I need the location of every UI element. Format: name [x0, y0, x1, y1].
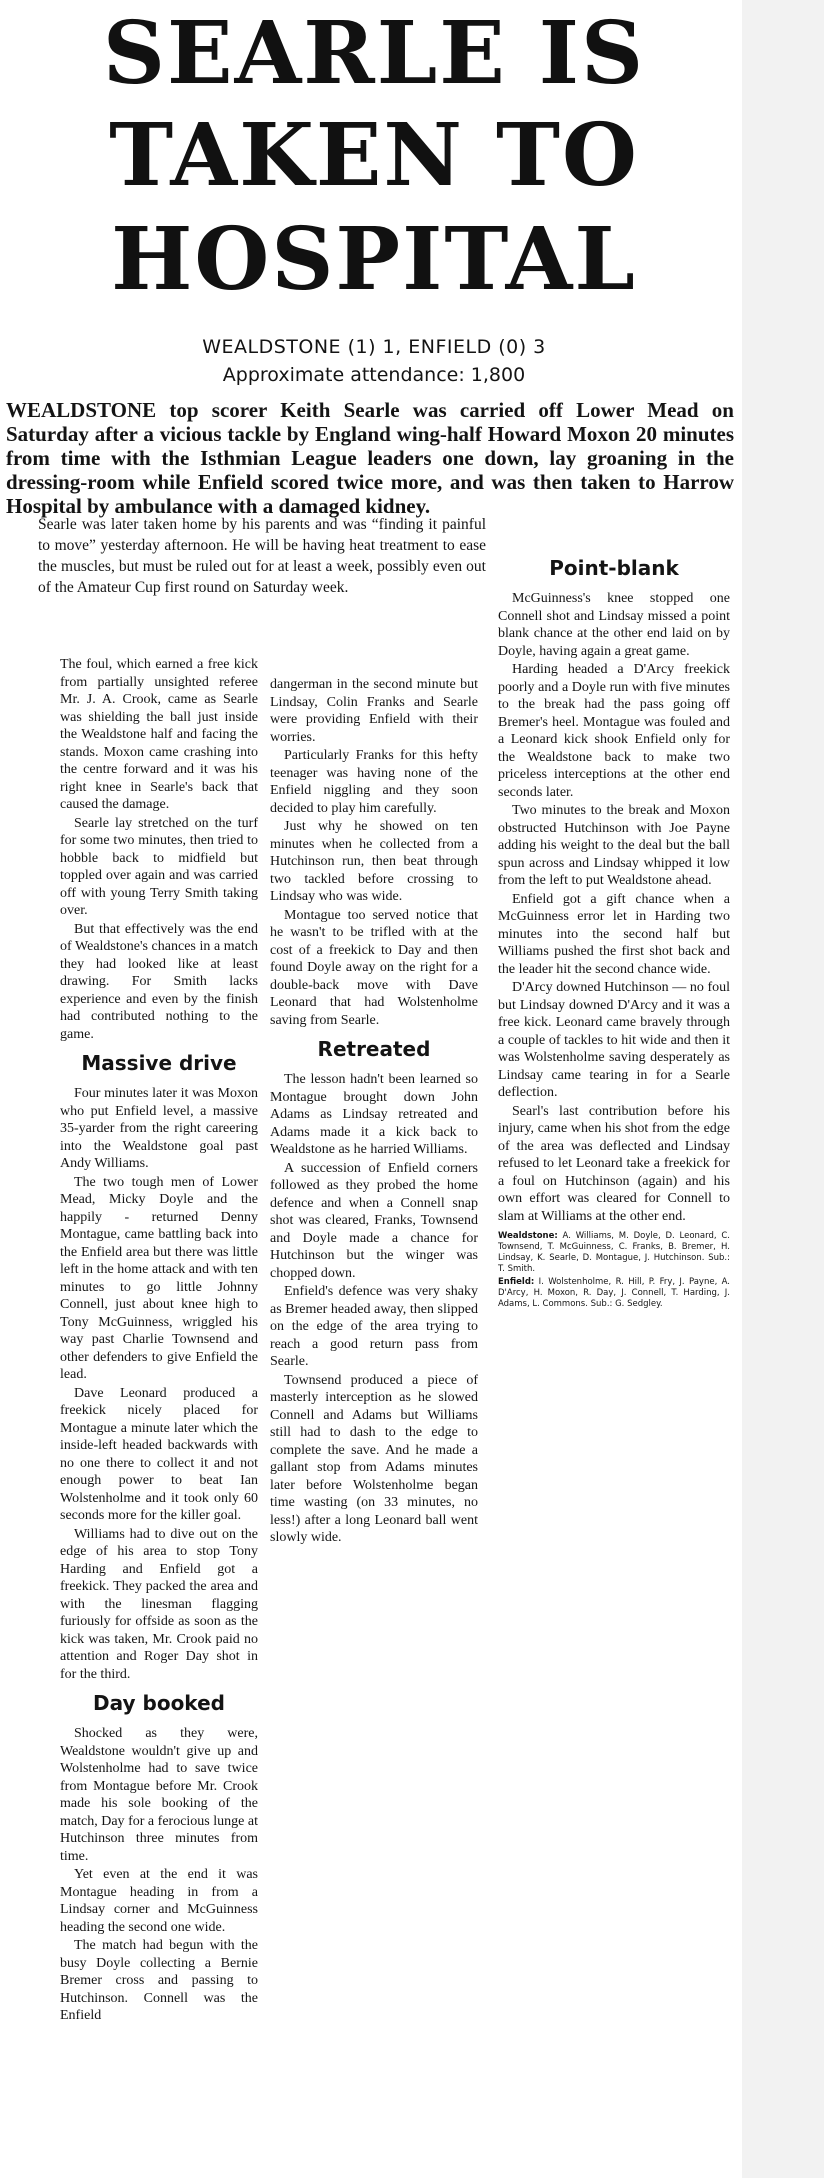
- team-name: Enfield:: [498, 1277, 535, 1287]
- paragraph: Four minutes later it was Moxon who put Enfield level, a massive 35-yarder from the right careering into the Wealdstone goal past Andy Williams.: [60, 1086, 258, 1171]
- team-line-enfield: [498, 1277, 730, 1310]
- paragraph: The lesson hadn't been learned so Montague brought down John Adams as Lindsay retreated and Adams made it a kick back to Wealdstone as he harried Williams.: [270, 1072, 478, 1157]
- intro-paragraph: Searle was later taken home by his parents and was “finding it painful to move” yesterday afternoon. He will be having heat treatment to ease the muscles, but must be ruled out for at least a week, possibly even out of the Amateur Cup first round on Saturday week.: [38, 516, 486, 596]
- team-line-wealdstone: [498, 1231, 730, 1275]
- team-players: A. Williams, M. Doyle, D. Leonard, C. Townsend, T. McGuinness, C. Franks, B. Bremer, H. Lindsay, K. Searle, D. Montague, J. Hutchinson. Sub.: T. Smith.: [498, 1231, 731, 1274]
- paragraph: Montague too served notice that he wasn't to be trifled with at the cost of a freekick to Day and then found Doyle away on the right for a double-back move with Dave Leonard that had Wolstenholme saving from Searle.: [270, 907, 478, 1028]
- page-margin: [742, 0, 824, 2178]
- paragraph: The match had begun with the busy Doyle collecting a Bernie Bremer cross and passing to Hutchinson. Connell was the Enfield: [60, 1938, 258, 2023]
- paragraph: Particularly Franks for this hefty teenager was having none of the Enfield niggling and they soon decided to play him carefully.: [270, 748, 478, 816]
- column-3: [498, 556, 730, 1312]
- paragraph: Harding headed a D'Arcy freekick poorly and a Doyle run with five minutes to the break had the pass going off Bremer's heel. Montague was fouled and a Leonard kick shook Enfield only for the Wealdstone back to make two priceless interceptions at the other end seconds later.: [498, 662, 730, 800]
- headline-line-2: TAKEN TO: [109, 105, 639, 206]
- headline-line-3: HOSPITAL: [111, 209, 637, 310]
- paragraph: Shocked as they were, Wealdstone wouldn't give up and Wolstenholme had to save twice from Montague before Mr. Crook made his sole booking of the match, Day for a ferocious lunge at Hutchinson three minutes from time.: [60, 1726, 258, 1864]
- paragraph: McGuinness's knee stopped one Connell shot and Lindsay missed a point blank chance at the other end laid on by Doyle, having again a great game.: [498, 591, 730, 659]
- paragraph: D'Arcy downed Hutchinson — no foul but Lindsay downed D'Arcy and it was a free kick. Leonard came bravely through a couple of tackles to hit wide and then it was Wolstenholme saving desperately as Lindsay came tearing in for a Searle deflection.: [498, 980, 730, 1100]
- paragraph: But that effectively was the end of Wealdstone's chances in a match they had looked like at least drawing. For Smith lacks experience and even by the finish had contributed nothing to the game.: [60, 921, 258, 1042]
- paragraph: A succession of Enfield corners followed as they probed the home defence and when a Connell snap shot was cleared, Franks, Townsend and Doyle made a chance for Hutchinson but the winger was chopped down.: [270, 1160, 478, 1281]
- score-line: WEALDSTONE (1) 1, ENFIELD (0) 3: [202, 336, 546, 358]
- team-players: I. Wolstenholme, R. Hill, P. Fry, J. Payne, A. D'Arcy, H. Moxon, R. Day, J. Connell, T. Harding, J. Adams, L. Commons. Sub.: G. Sedgley.: [498, 1277, 730, 1309]
- team-name: Wealdstone:: [498, 1231, 558, 1241]
- column-2: [270, 676, 478, 1548]
- paragraph: The foul, which earned a free kick from partially unsighted referee Mr. J. A. Crook, came as Searle was shielding the ball just inside the Wealdstone half and facing the stands. Moxon came crashing into the centre forward and it was his right knee in Searle's back that caused the damage.: [60, 657, 258, 812]
- paragraph: Dave Leonard produced a freekick nicely placed for Montague a minute later which the inside-left headed backwards with no one there to collect it and not enough power to beat Ian Wolstenholme and it took only 60 seconds more for the killer goal.: [60, 1385, 258, 1523]
- paragraph: Enfield got a gift chance when a McGuinness error let in Harding two minutes into the second half but Williams pushed the first shot back and the leader hit the second chance wide.: [498, 891, 730, 977]
- paragraph: The two tough men of Lower Mead, Micky Doyle and the happily - returned Denny Montague, came battling back into the Enfield area but there was little left in the home attack and with ten minutes to go little Johnny Connell, just about knee high to Tony McGuinness, wriggled his way past Charlie Townsend and other defenders to give Enfield the lead.: [60, 1174, 258, 1382]
- subheading-day-booked: Day booked: [93, 1691, 225, 1715]
- paragraph: Two minutes to the break and Moxon obstructed Hutchinson with Joe Payne adding his weight to the deal but the ball spun across and Lindsay whipped it low from the left to put Wealdstone ahead.: [498, 803, 730, 888]
- headline-line-1: SEARLE IS: [102, 3, 646, 104]
- attendance: Approximate attendance: 1,800: [222, 364, 526, 386]
- paragraph: Williams had to dive out on the edge of his area to stop Tony Harding and Enfield got a freekick. They packed the area and with the linesman flagging furiously for offside as soon as the kick was taken, Mr. Crook paid no attention and Roger Day shot in for the third.: [60, 1526, 258, 1682]
- subheading-retreated: Retreated: [317, 1037, 431, 1061]
- paragraph: Just why he showed on ten minutes when he collected from a Hutchinson run, then beat through two tackled before crossing to Lindsay who was wide.: [270, 819, 478, 904]
- subheading-point-blank: Point-blank: [549, 556, 679, 580]
- paragraph: dangerman in the second minute but Lindsay, Colin Franks and Searle were providing Enfield with their worries.: [270, 677, 478, 745]
- paragraph: Enfield's defence was very shaky as Bremer headed away, then slipped on the edge of the area trying to reach a good return pass from Searle.: [270, 1284, 478, 1369]
- paragraph: Townsend produced a piece of masterly interception as he slowed Connell and Adams but Williams still had to dash to the edge to complete the save. And he made a gallant stop from Adams minutes later before Wolstenholme began time wasting (on 33 minutes, no less!) after a long Leonard ball went slowly wide.: [270, 1372, 478, 1545]
- subheading-massive-drive: Massive drive: [81, 1051, 237, 1075]
- paragraph: Searl's last contribution before his injury, came when his shot from the edge of the area was deflected and Lindsay refused to let Leonard take a freekick for a foul on Hutchinson (again) and his own effort was cleared for Connell to slam at Williams at the other end.: [498, 1103, 730, 1224]
- column-1: [60, 656, 258, 2026]
- paragraph: Yet even at the end it was Montague heading in from a Lindsay corner and McGuinness heading the second one wide.: [60, 1867, 258, 1935]
- lede-paragraph: WEALDSTONE top scorer Keith Searle was carried off Lower Mead on Saturday after a vicious tackle by England wing-half Howard Moxon 20 minutes from time with the Isthmian League leaders one down, lay groaning in the dressing-room while Enfield scored twice more, and was then taken to Harrow Hospital by ambulance with a damaged kidney.: [6, 398, 734, 518]
- team-lineups: [498, 1231, 730, 1310]
- paragraph: Searle lay stretched on the turf for some two minutes, then tried to hobble back to midfield but toppled over again and was carried off with young Terry Smith taking over.: [60, 815, 258, 918]
